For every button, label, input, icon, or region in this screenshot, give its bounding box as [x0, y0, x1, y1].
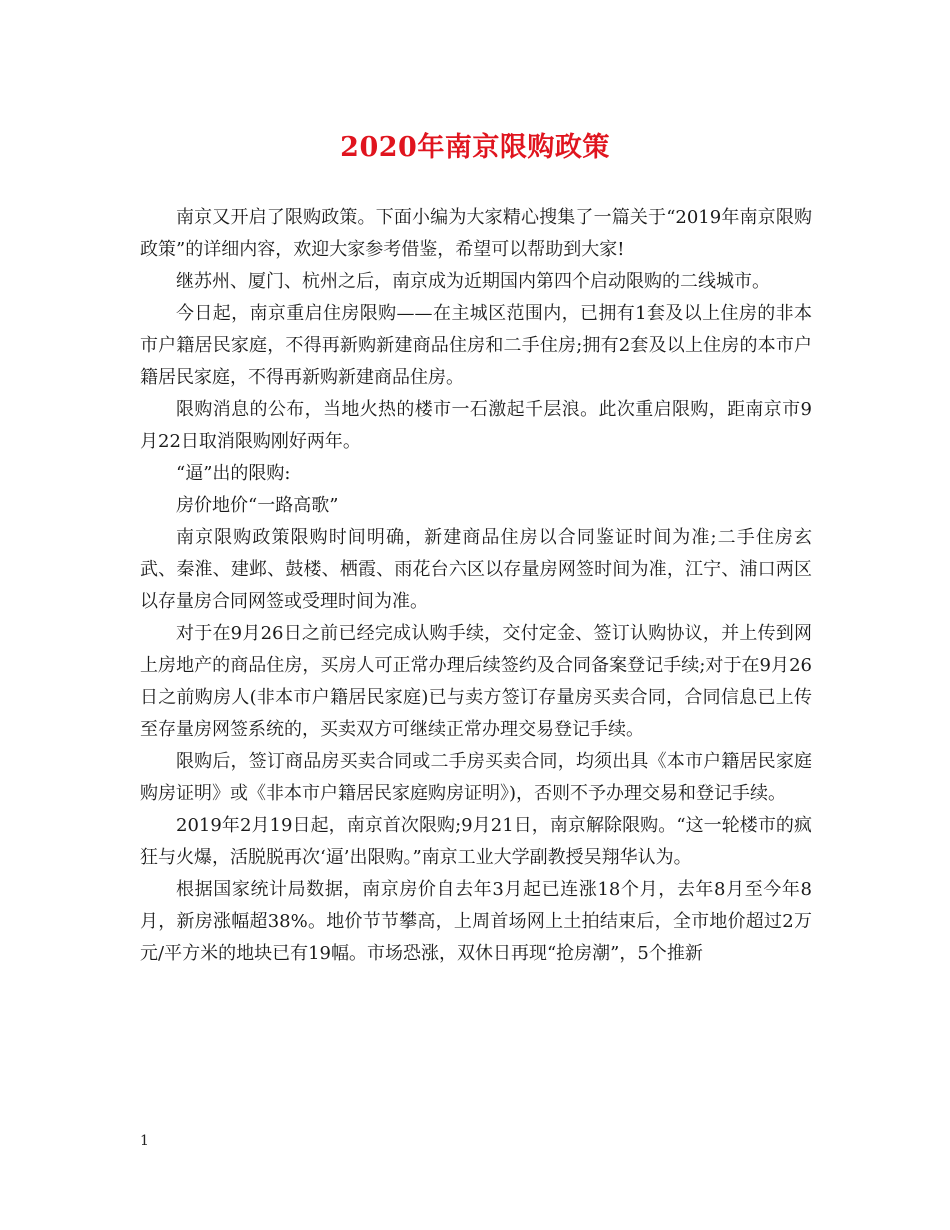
document-title: 2020年南京限购政策 — [340, 132, 610, 163]
page-number: 1 — [140, 1133, 149, 1149]
paragraph: 根据国家统计局数据，南京房价自去年3月起已连涨18个月，去年8月至今年8月，新房涨幅超38%。地价节节攀高，上周首场网上土拍结束后，全市地价超过2万元/平方米的地块已有19幅。市场恐涨，双休日再现“抢房潮”，5个推新 — [140, 879, 812, 964]
paragraph: 南京又开启了限购政策。下面小编为大家精心搜集了一篇关于“2019年南京限购政策”的详细内容，欢迎大家参考借鉴，希望可以帮助到大家! — [140, 207, 812, 260]
section-subheading: “逼”出的限购: — [176, 463, 291, 484]
paragraph: 限购后，签订商品房买卖合同或二手房买卖合同，均须出具《本市户籍居民家庭购房证明》或《非本市户籍居民家庭购房证明》)，否则不予办理交易和登记手续。 — [140, 751, 812, 804]
section-subheading: 房价地价“一路高歌” — [176, 495, 339, 516]
paragraph: 今日起，南京重启住房限购——在主城区范围内，已拥有1套及以上住房的非本市户籍居民家庭，不得再新购新建商品住房和二手住房;拥有2套及以上住房的本市户籍居民家庭，不得再新购新建商品住房。 — [140, 303, 812, 388]
paragraph: 对于在9月26日之前已经完成认购手续，交付定金、签订认购协议，并上传到网上房地产的商品住房，买房人可正常办理后续签约及合同备案登记手续;对于在9月26日之前购房人(非本市户籍居民家庭)已与卖方签订存量房买卖合同，合同信息已上传至存量房网签系统的，买卖双方可继续正常办理交易登记手续。 — [140, 623, 812, 740]
document-body — [140, 202, 812, 970]
paragraph: 继苏州、厦门、杭州之后，南京成为近期国内第四个启动限购的二线城市。 — [176, 271, 770, 292]
paragraph: 2019年2月19日起，南京首次限购;9月21日，南京解除限购。“这一轮楼市的疯狂与火爆，活脱脱再次‘逼’出限购。”南京工业大学副教授吴翔华认为。 — [140, 815, 812, 868]
paragraph: 限购消息的公布，当地火热的楼市一石激起千层浪。此次重启限购，距南京市9月22日取消限购刚好两年。 — [140, 399, 812, 452]
paragraph: 南京限购政策限购时间明确，新建商品住房以合同鉴证时间为准;二手住房玄武、秦淮、建邺、鼓楼、栖霞、雨花台六区以存量房网签时间为准，江宁、浦口两区以存量房合同网签或受理时间为准。 — [140, 527, 812, 612]
